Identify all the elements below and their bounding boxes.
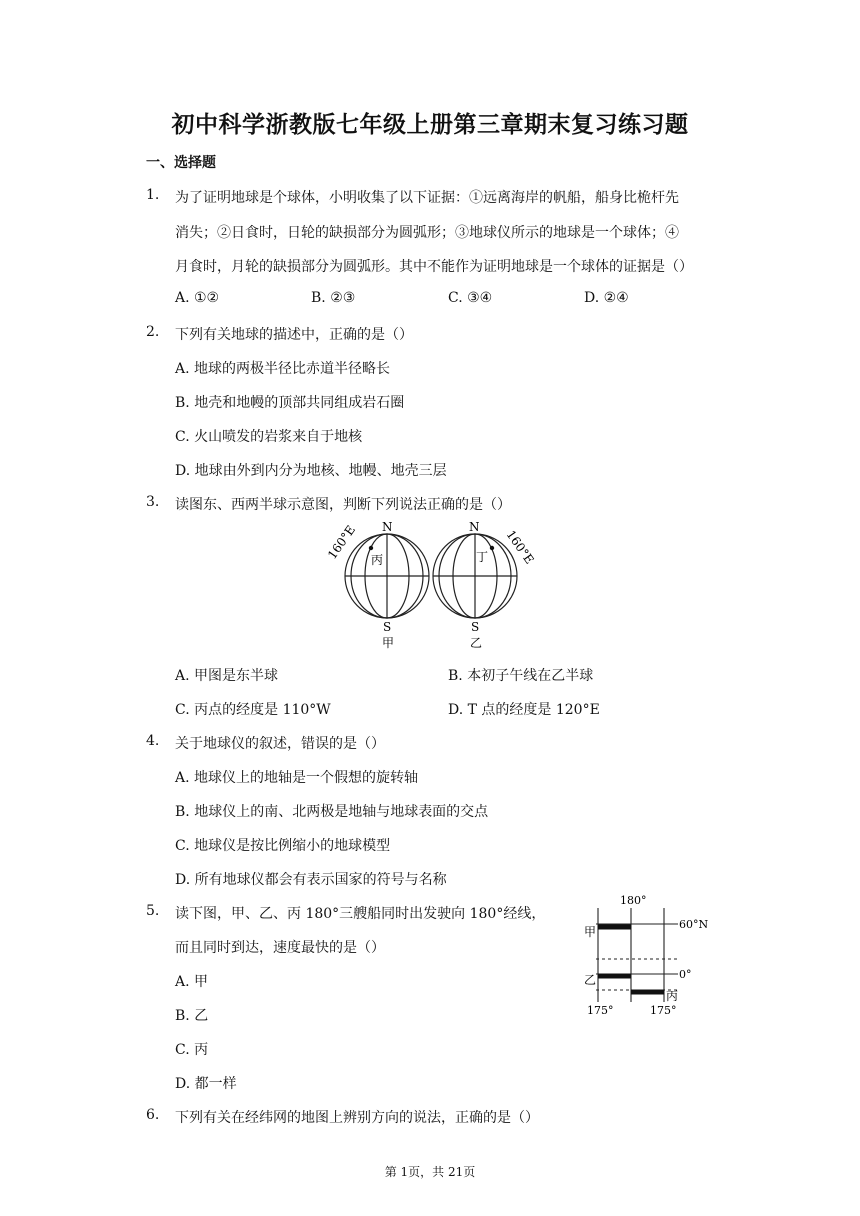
west-east-hemisphere-right [433, 534, 517, 618]
question-2-option-b: B. 地壳和地幔的顶部共同组成岩石圈 [175, 395, 405, 411]
question-3-option-c: C. 丙点的经度是 110°W [175, 702, 331, 718]
left-south-label: S [383, 620, 392, 634]
question-3-number: 3. [146, 494, 160, 510]
point-bing-marker [369, 546, 373, 550]
question-4-option-d: D. 所有地球仪都会有表示国家的符号与名称 [175, 872, 447, 888]
point-ding-label: 丁 [476, 550, 489, 564]
question-3-option-a: A. 甲图是东半球 [175, 668, 279, 684]
question-3-option-d: D. T 点的经度是 120°E [448, 702, 600, 718]
question-5-option-d: D. 都一样 [175, 1076, 237, 1092]
meridian-175-left-label: 175° [587, 1004, 614, 1017]
question-1-line-3: 月食时，月轮的缺损部分为圆弧形。其中不能作为证明地球是一个球体的证据是（） [175, 259, 693, 275]
question-6-number: 6. [146, 1107, 160, 1123]
question-4-option-b: B. 地球仪上的南、北两极是地轴与地球表面的交点 [175, 804, 489, 820]
point-bing-label: 丙 [371, 553, 384, 567]
hemispheres-figure [320, 514, 550, 654]
question-4-stem: 关于地球仪的叙述，错误的是（） [175, 736, 385, 752]
meridian-175-right-label: 175° [650, 1004, 677, 1017]
question-1-line-2: 消失；②日食时，日轮的缺损部分为圆弧形；③地球仪所示的地球是一个球体；④ [175, 225, 679, 241]
ship-yi-label: 乙 [584, 973, 597, 987]
question-4-option-a: A. 地球仪上的地轴是一个假想的旋转轴 [175, 770, 419, 786]
section-heading: 一、选择题 [146, 155, 216, 171]
question-3-option-b: B. 本初子午线在乙半球 [448, 668, 594, 684]
right-caption: 乙 [470, 636, 483, 650]
left-longitude-label: 160°E [324, 522, 359, 562]
latitude-60n-label: 60°N [679, 918, 709, 931]
question-5-option-b: B. 乙 [175, 1008, 209, 1024]
right-north-label: N [469, 520, 480, 534]
west-east-hemisphere-left [345, 534, 429, 618]
question-1-number: 1. [146, 187, 160, 203]
question-5-line-1: 读下图，甲、乙、丙 180°三艘船同时出发驶向 180°经线， [175, 906, 546, 922]
ships-figure [578, 890, 723, 1022]
question-4-number: 4. [146, 733, 160, 749]
question-5-option-c: C. 丙 [175, 1042, 209, 1058]
question-2-option-d: D. 地球由外到内分为地核、地幔、地壳三层 [175, 463, 447, 479]
question-2-option-c: C. 火山喷发的岩浆来自于地核 [175, 429, 363, 445]
question-3-stem: 读图东、西两半球示意图，判断下列说法正确的是（） [175, 497, 511, 513]
right-longitude-label: 160°E [503, 527, 537, 567]
left-north-label: N [382, 520, 393, 534]
question-4-option-c: C. 地球仪是按比例缩小的地球模型 [175, 838, 391, 854]
page-title: 初中科学浙教版七年级上册第三章期末复习练习题 [171, 112, 689, 138]
question-6-stem: 下列有关在经纬网的地图上辨别方向的说法，正确的是（） [175, 1110, 539, 1126]
question-2-stem: 下列有关地球的描述中，正确的是（） [175, 327, 413, 343]
ship-jia-label: 甲 [584, 925, 597, 939]
page-footer: 第 1页，共 21页 [384, 1165, 476, 1179]
right-south-label: S [471, 620, 480, 634]
ship-bing-label: 丙 [666, 989, 679, 1003]
question-1-option-a: A. ①② [175, 290, 220, 306]
question-1-option-c: C. ③④ [448, 290, 493, 306]
question-1-option-d: D. ②④ [584, 290, 629, 306]
question-5-option-a: A. 甲 [175, 974, 209, 990]
question-1-option-b: B. ②③ [311, 290, 356, 306]
question-5-line-2: 而且同时到达，速度最快的是（） [175, 940, 385, 956]
left-caption: 甲 [382, 636, 395, 650]
question-2-option-a: A. 地球的两极半径比赤道半径略长 [175, 361, 391, 377]
question-2-number: 2. [146, 324, 160, 340]
latitude-0-label: 0° [679, 968, 692, 981]
point-ding-marker [490, 546, 494, 550]
question-5-number: 5. [146, 903, 160, 919]
meridian-180-label: 180° [620, 894, 647, 907]
question-1-line-1: 为了证明地球是个球体，小明收集了以下证据：①远离海岸的帆船，船身比桅杆先 [175, 190, 679, 206]
